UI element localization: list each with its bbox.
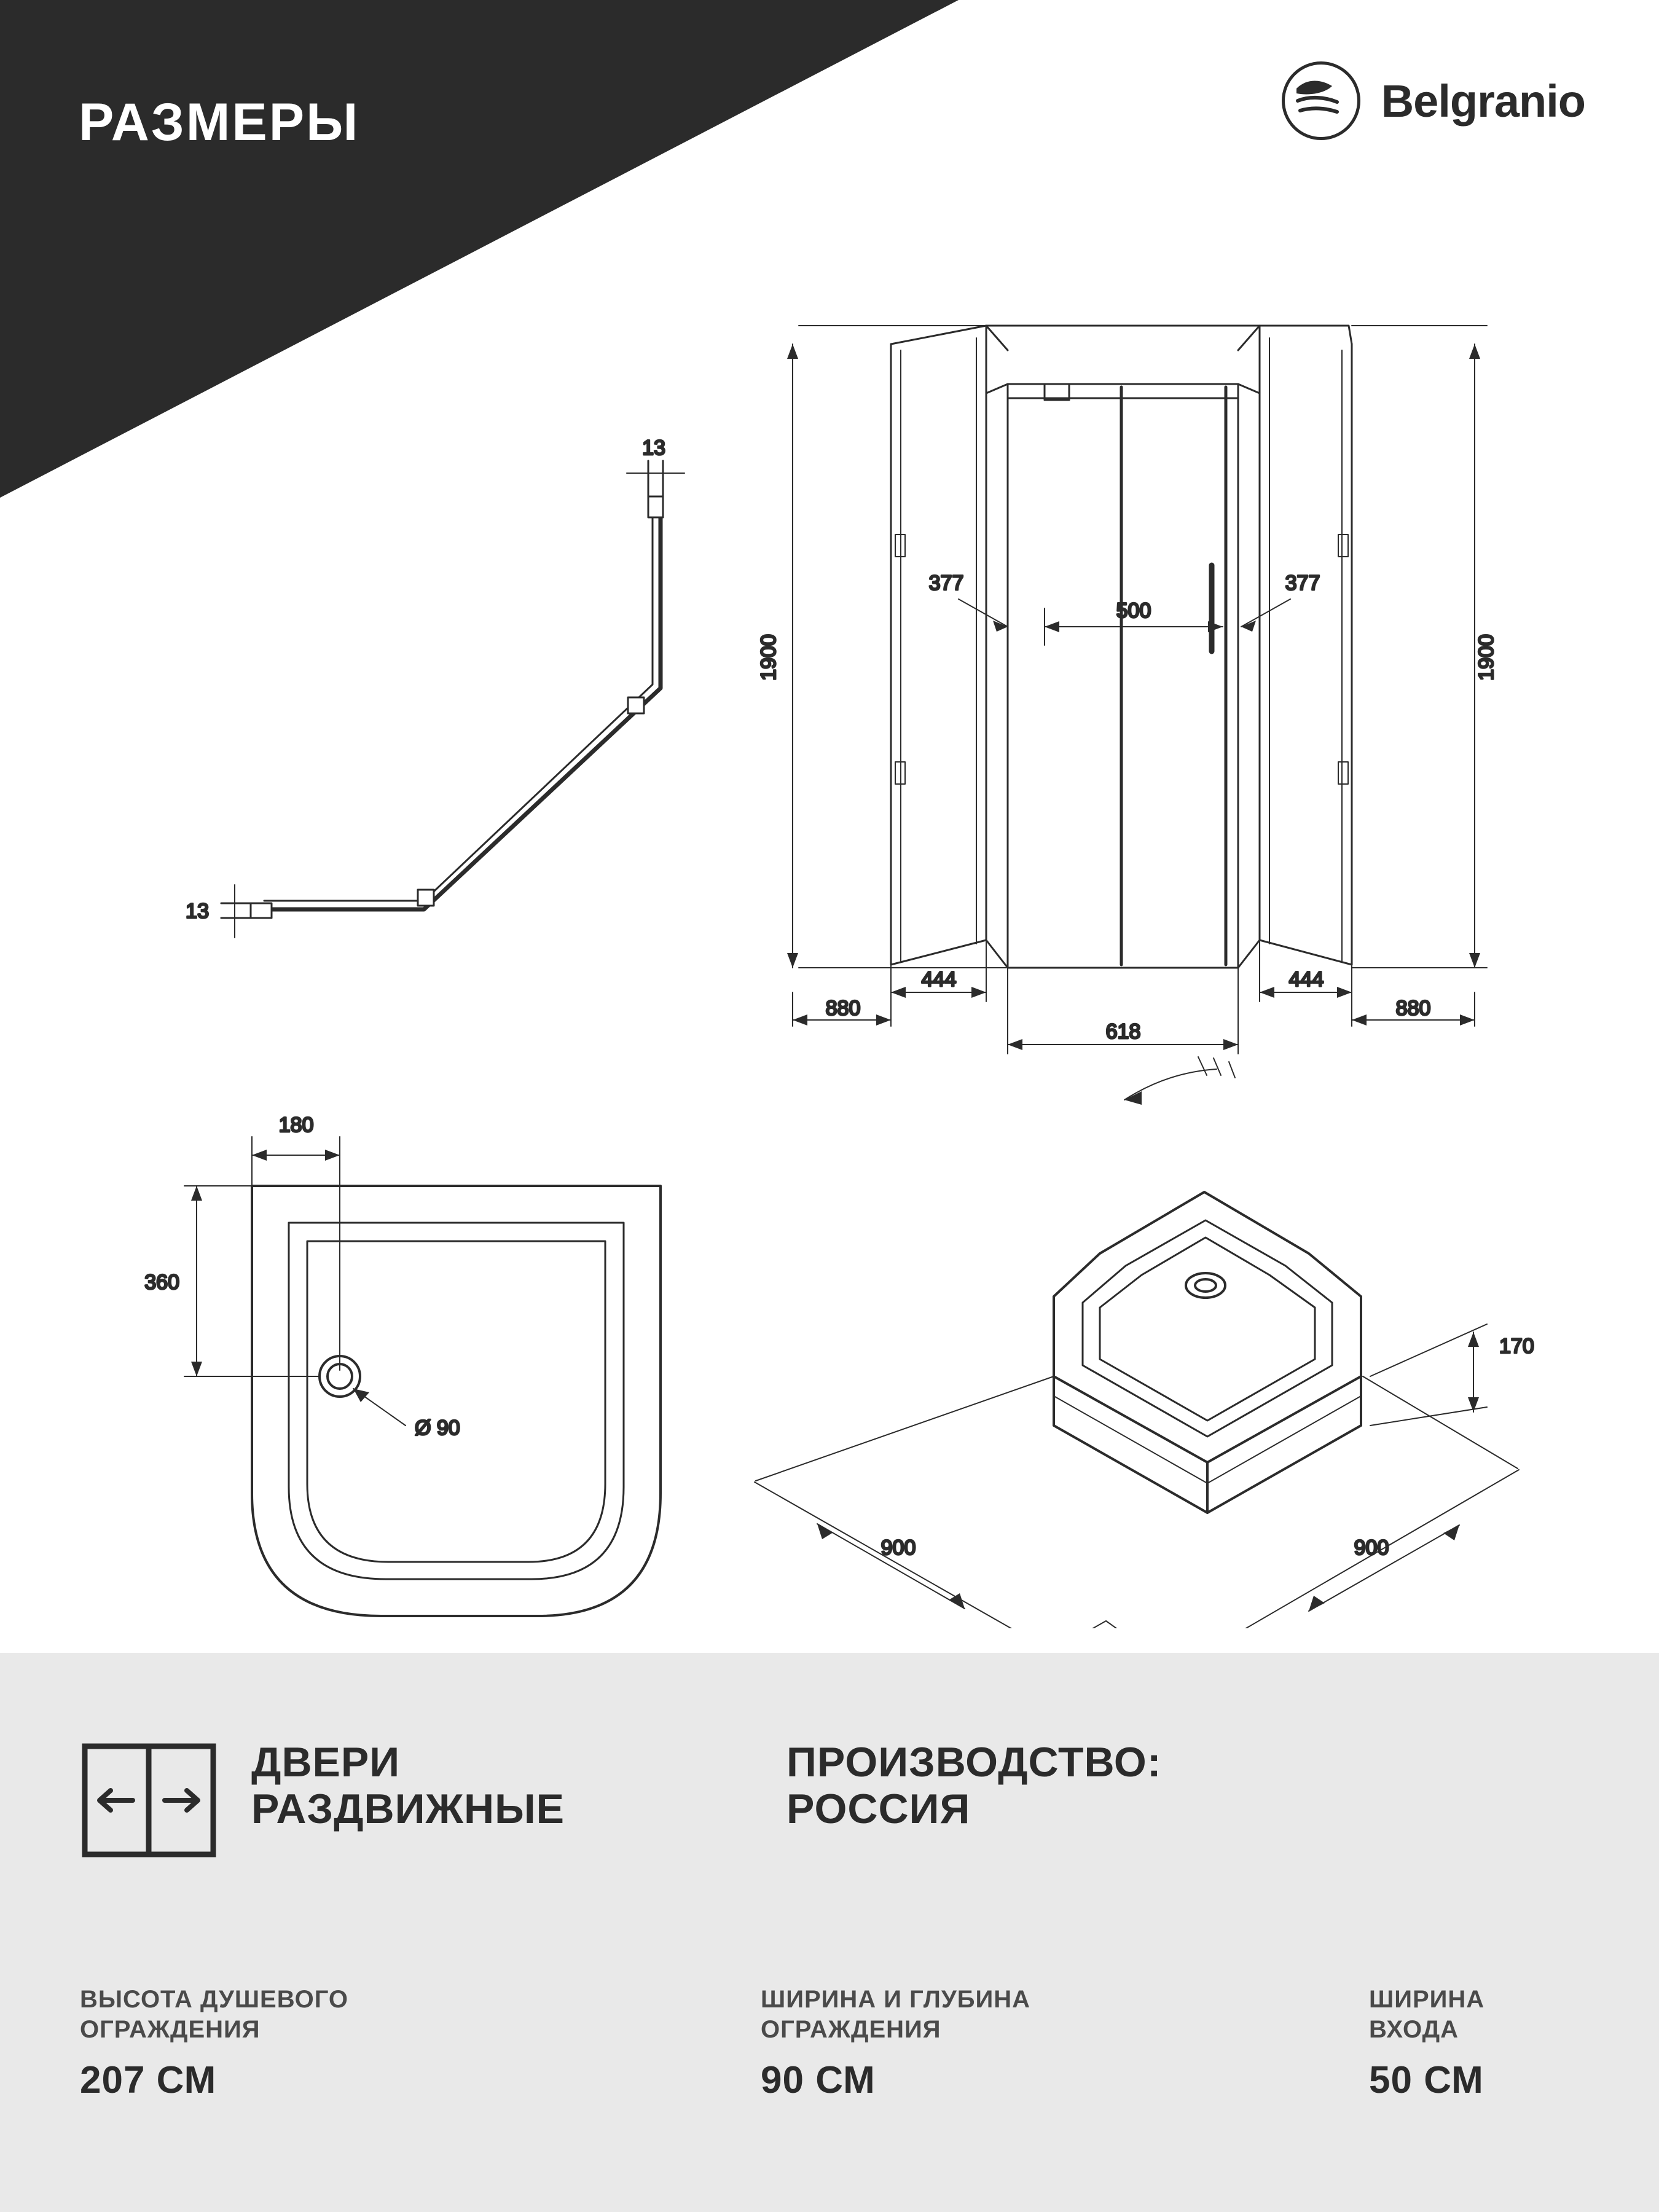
stat-label	[1369, 1985, 1484, 2045]
depth-left-inner-label: 444	[921, 968, 957, 991]
depth-right-outer-label: 880	[1395, 997, 1431, 1020]
depth-right-inner-label: 444	[1288, 968, 1324, 991]
brand	[1282, 61, 1585, 140]
tray-top-view	[184, 1137, 661, 1616]
stat-entrance-width	[1369, 1985, 1484, 2102]
stat-label-line2: ВХОДА	[1369, 2015, 1459, 2043]
panel-left-label: 377	[928, 571, 964, 595]
drain-offset-x-label: 180	[278, 1113, 314, 1137]
stat-label-line1: ШИРИНА	[1369, 1986, 1485, 2013]
doors-block	[80, 1739, 565, 1862]
enclosure-height-right-label: 1900	[1475, 634, 1498, 681]
profile-top-dim-label: 13	[642, 436, 665, 460]
stat-value: 50 СМ	[1369, 2058, 1484, 2101]
enclosure-view	[787, 326, 1487, 1105]
technical-drawings	[0, 141, 1659, 1628]
drain-diameter-label: Ø 90	[415, 1416, 460, 1440]
tray-iso-height-label: 170	[1499, 1335, 1534, 1358]
doors-title-line1: ДВЕРИ	[251, 1739, 401, 1786]
enclosure-height-left-label: 1900	[757, 634, 780, 681]
brand-name: Belgranio	[1381, 75, 1585, 127]
production-block	[786, 1739, 1161, 1832]
profile-left-dim-label: 13	[186, 900, 209, 923]
stat-label	[761, 1985, 1030, 2045]
doors-title-line2: РАЗДВИЖНЫЕ	[251, 1786, 565, 1833]
page-title: РАЗМЕРЫ	[79, 93, 360, 152]
drain-offset-y-label: 360	[144, 1271, 179, 1294]
tray-iso-width-label: 900	[880, 1536, 916, 1559]
stat-label	[80, 1985, 348, 2045]
drawings-svg	[0, 141, 1659, 1628]
doors-title	[251, 1739, 565, 1832]
profile-view-thin	[221, 461, 684, 938]
waves-circle-logo-icon	[1282, 61, 1360, 140]
stat-value: 207 СМ	[80, 2058, 217, 2101]
production-line1: ПРОИЗВОДСТВО:	[786, 1739, 1162, 1786]
tray-iso-view	[755, 1192, 1519, 1628]
front-width-label: 618	[1105, 1020, 1141, 1043]
tray-iso-depth-label: 900	[1354, 1536, 1389, 1559]
stat-enclosure-height	[80, 1985, 348, 2102]
production-line2: РОССИЯ	[786, 1786, 971, 1833]
spec-panel	[0, 1653, 1659, 2212]
stat-value: 90 СМ	[761, 2058, 876, 2101]
stat-label-line2: ОГРАЖДЕНИЯ	[80, 2015, 261, 2043]
stat-enclosure-width-depth	[761, 1985, 1030, 2102]
stat-label-line1: ВЫСОТА ДУШЕВОГО	[80, 1986, 348, 2013]
stat-label-line2: ОГРАЖДЕНИЯ	[761, 2015, 941, 2043]
stat-label-line1: ШИРИНА И ГЛУБИНА	[761, 1986, 1031, 2013]
profile-view	[270, 516, 661, 909]
door-width-label: 500	[1116, 599, 1151, 622]
depth-left-outer-label: 880	[825, 997, 861, 1020]
panel-right-label: 377	[1285, 571, 1320, 595]
sliding-doors-icon	[80, 1739, 218, 1862]
